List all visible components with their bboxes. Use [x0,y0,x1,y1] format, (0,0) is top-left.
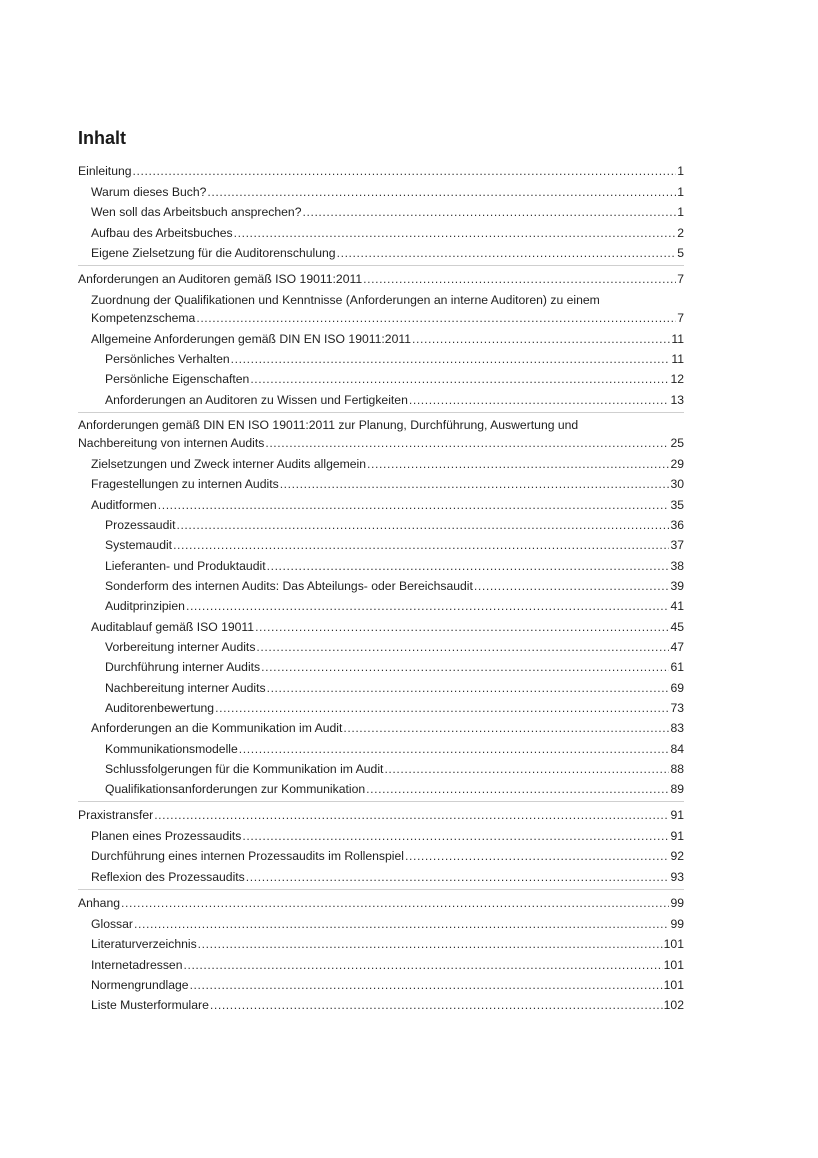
dot-leader [250,372,669,386]
toc-page-number: 41 [670,599,684,613]
toc-label-line1: Anforderungen gemäß DIN EN ISO 19011:2011 zur Planung, Durchführung, Auswertung und [78,418,579,432]
toc-page-number: 91 [670,829,684,843]
toc-entry[interactable] [105,701,684,715]
toc-page-number: 88 [670,762,684,776]
toc-label-line1: Zuordnung der Qualifikationen und Kenntnisse (Anforderungen an interne Auditoren) zu einem [91,293,600,307]
toc-page-number: 93 [670,870,684,884]
dot-leader [256,640,669,654]
dot-leader [267,559,670,573]
toc-entry[interactable] [105,579,684,593]
toc-label: Fragestellungen zu internen Audits [91,477,279,491]
toc-page-number: 45 [670,620,684,634]
toc-label: Auditprinzipien [105,599,185,613]
toc-entry[interactable] [105,782,684,796]
dot-leader [474,579,670,593]
dot-leader [384,762,669,776]
dot-leader [367,457,669,471]
toc-label: Allgemeine Anforderungen gemäß DIN EN ISO 19011:2011 [91,332,411,346]
dot-leader [183,958,662,972]
dot-leader [242,829,669,843]
toc-entry[interactable] [105,538,684,552]
toc-page-number: 83 [670,721,684,735]
toc-entry[interactable] [78,164,684,178]
toc-label: Anforderungen an Auditoren gemäß ISO 19011:2011 [78,272,363,286]
toc-label: Warum dieses Buch? [91,185,207,199]
section-divider [78,265,684,266]
toc-label: Wen soll das Arbeitsbuch ansprechen? [91,205,302,219]
toc-page-number: 7 [677,311,684,325]
dot-leader [412,332,670,346]
toc-page-number: 47 [670,640,684,654]
toc-page-number: 39 [670,579,684,593]
toc-entry[interactable] [105,518,684,532]
toc-entry[interactable] [91,332,684,346]
toc-label: Glossar [91,917,133,931]
toc-entry[interactable] [78,436,684,450]
dot-leader [210,998,663,1012]
toc-entry[interactable] [91,870,684,884]
toc-entry[interactable] [91,620,684,634]
toc-entry[interactable] [105,681,684,695]
toc-label: Einleitung [78,164,132,178]
dot-leader [302,205,676,219]
dot-leader [261,660,669,674]
toc-label: Auditorenbewertung [105,701,215,715]
toc-page-number: 2 [677,226,684,240]
toc-page-number: 1 [677,164,684,178]
toc-entry[interactable] [105,393,684,407]
toc-label: Durchführung eines internen Prozessaudits im Rollenspiel [91,849,404,863]
toc-entry[interactable] [91,721,684,735]
toc-entry[interactable] [105,372,684,386]
toc-label: Prozessaudit [105,518,176,532]
toc-label: Planen eines Prozessaudits [91,829,242,843]
toc-label: Zielsetzungen und Zweck interner Audits allgemein [91,457,367,471]
toc-label: Schlussfolgerungen für die Kommunikation im Audit [105,762,384,776]
toc-page-number: 36 [670,518,684,532]
dot-leader [207,185,676,199]
dot-leader [363,272,676,286]
toc-label: Normengrundlage [91,978,189,992]
toc-label: Qualifikationsanforderungen zur Kommunikation [105,782,366,796]
toc-label: Kommunikationsmodelle [105,742,238,756]
dot-leader [121,896,669,910]
toc-entry[interactable] [105,599,684,613]
toc-entry[interactable] [91,311,684,325]
toc-page-number: 91 [670,808,684,822]
toc-label: Literaturverzeichnis [91,937,197,951]
section-divider [78,412,684,413]
toc-page-number: 38 [670,559,684,573]
dot-leader [265,436,669,450]
toc-label: Nachbereitung interner Audits [105,681,266,695]
toc-page-number: 5 [677,246,684,260]
dot-leader [154,808,669,822]
toc-entry[interactable] [91,958,684,972]
toc-page-number: 7 [677,272,684,286]
dot-leader [198,937,663,951]
toc-entry[interactable] [91,998,684,1012]
toc-page-number: 37 [670,538,684,552]
toc-entry[interactable] [91,246,684,260]
toc-label: Lieferanten- und Produktaudit [105,559,266,573]
dot-leader [267,681,670,695]
toc-page-number: 92 [670,849,684,863]
toc-page-number: 29 [670,457,684,471]
toc-label: Persönliches Verhalten [105,352,230,366]
toc-label: Systemaudit [105,538,173,552]
dot-leader [186,599,669,613]
toc-label: Anforderungen an Auditoren zu Wissen und Fertigkeiten [105,393,408,407]
toc-label: Eigene Zielsetzung für die Auditorenschulung [91,246,336,260]
dot-leader [409,393,670,407]
dot-leader [158,498,670,512]
toc-page-number: 13 [670,393,684,407]
section-divider [78,889,684,890]
page-title: Inhalt [78,128,126,148]
toc-label: Kompetenzschema [91,311,196,325]
toc-entry[interactable] [91,226,684,240]
toc-entry[interactable] [91,457,684,471]
dot-leader [366,782,669,796]
toc-page-number: 101 [663,958,684,972]
dot-leader [280,477,670,491]
dot-leader [255,620,669,634]
toc-label: Durchführung interner Audits [105,660,261,674]
toc-page-number: 1 [677,185,684,199]
toc-entry[interactable] [78,896,684,910]
dot-leader [196,311,676,325]
section-divider [78,801,684,802]
toc-page-number: 99 [670,896,684,910]
dot-leader [234,226,677,240]
toc-entry[interactable] [91,205,684,219]
toc-page-number: 61 [670,660,684,674]
dot-leader [134,917,669,931]
toc-label: Auditformen [91,498,157,512]
toc-page-number: 25 [670,436,684,450]
toc-page-number: 89 [670,782,684,796]
toc-entry[interactable] [91,917,684,931]
toc-page-number: 12 [670,372,684,386]
toc-label: Auditablauf gemäß ISO 19011 [91,620,255,634]
toc-page-number: 101 [663,978,684,992]
toc-entry[interactable] [91,937,684,951]
toc-label: Persönliche Eigenschaften [105,372,250,386]
toc-label: Aufbau des Arbeitsbuches [91,226,233,240]
dot-leader [337,246,677,260]
toc-page-number: 35 [670,498,684,512]
toc-label: Vorbereitung interner Audits [105,640,256,654]
toc-entry[interactable] [105,352,684,366]
toc-label: Sonderform des internen Audits: Das Abteilungs- oder Bereichsaudit [105,579,473,593]
toc-entry[interactable] [78,272,684,286]
toc-page-number: 84 [670,742,684,756]
toc-page-number: 1 [677,205,684,219]
toc-entry[interactable] [105,660,684,674]
toc-entry[interactable] [105,762,684,776]
toc-entry[interactable] [105,559,684,573]
toc-label: Anforderungen an die Kommunikation im Audit [91,721,343,735]
toc-entry[interactable] [91,498,684,512]
toc-label: Reflexion des Prozessaudits [91,870,245,884]
toc-entry[interactable] [78,808,684,822]
toc-page-number: 101 [663,937,684,951]
dot-leader [405,849,669,863]
toc-label: Anhang [78,896,121,910]
dot-leader [190,978,663,992]
dot-leader [231,352,671,366]
toc-page-number: 11 [671,352,684,366]
toc-entry[interactable] [91,477,684,491]
toc-entry[interactable] [105,742,684,756]
toc-entry[interactable] [91,185,684,199]
dot-leader [246,870,670,884]
toc-page-number: 69 [670,681,684,695]
toc-label: Liste Musterformulare [91,998,209,1012]
toc-page-number: 102 [663,998,684,1012]
dot-leader [215,701,669,715]
toc-page-number: 99 [670,917,684,931]
toc-entry[interactable] [91,849,684,863]
toc-entry[interactable] [105,640,684,654]
toc-label: Nachbereitung von internen Audits [78,436,265,450]
toc-page-number: 30 [670,477,684,491]
toc-label: Praxistransfer [78,808,154,822]
dot-leader [133,164,677,178]
dot-leader [343,721,669,735]
toc-page-number: 73 [670,701,684,715]
toc-label: Internetadressen [91,958,183,972]
toc-entry[interactable] [91,829,684,843]
dot-leader [176,518,669,532]
toc-entry[interactable] [91,978,684,992]
dot-leader [173,538,669,552]
dot-leader [239,742,670,756]
toc-page-number: 11 [671,332,684,346]
